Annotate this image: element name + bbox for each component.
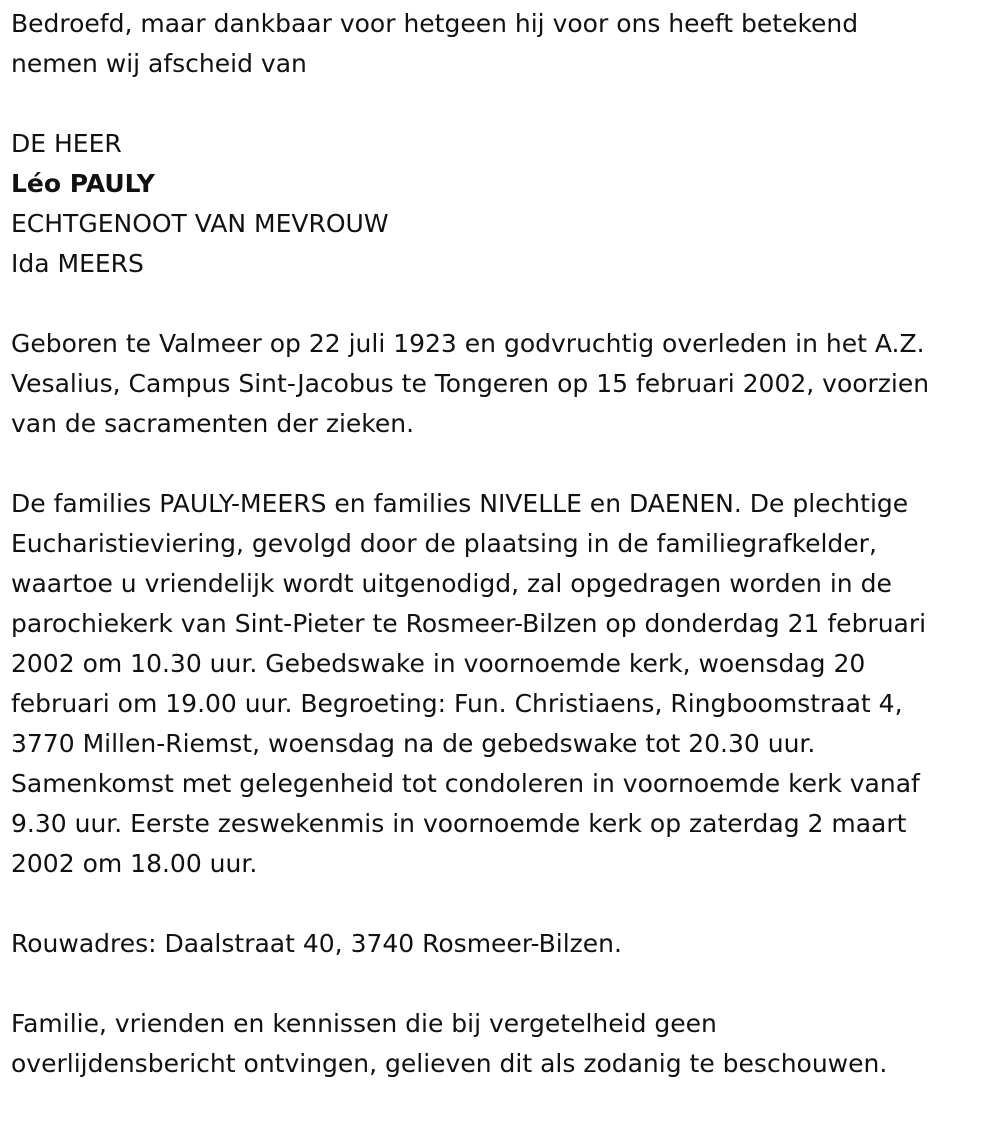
ceremony-line: parochiekerk van Sint-Pieter te Rosmeer-Bilzen op donderdag 21 februari <box>11 609 927 638</box>
closing-line: Familie, vrienden en kennissen die bij vergetelheid geen <box>11 1009 717 1038</box>
mourning-address: Rouwadres: Daalstraat 40, 3740 Rosmeer-Bilzen. <box>11 929 622 958</box>
ceremony-line: waartoe u vriendelijk wordt uitgenodigd, zal opgedragen worden in de <box>11 569 892 598</box>
ceremony-paragraph <box>11 484 991 884</box>
birth-death-line: Geboren te Valmeer op 22 juli 1923 en godvruchtig overleden in het A.Z. <box>11 329 925 358</box>
ceremony-line: 3770 Millen-Riemst, woensdag na de gebedswake tot 20.30 uur. <box>11 729 816 758</box>
ceremony-line: februari om 19.00 uur. Begroeting: Fun. Christiaens, Ringboomstraat 4, <box>11 689 903 718</box>
ceremony-line: Samenkomst met gelegenheid tot condoleren in voornoemde kerk vanaf <box>11 769 920 798</box>
paragraph-gap <box>11 444 991 484</box>
birth-death-line: van de sacramenten der zieken. <box>11 409 415 438</box>
address-paragraph <box>11 924 991 964</box>
ceremony-line: 2002 om 18.00 uur. <box>11 849 258 878</box>
paragraph-gap <box>11 84 991 124</box>
ceremony-line: Eucharistieviering, gevolgd door de plaatsing in de familiegrafkelder, <box>11 529 877 558</box>
paragraph-gap <box>11 884 991 924</box>
deceased-title: DE HEER <box>11 129 122 158</box>
ceremony-line: De families PAULY-MEERS en families NIVELLE en DAENEN. De plechtige <box>11 489 909 518</box>
ceremony-line: 2002 om 10.30 uur. Gebedswake in voornoemde kerk, woensdag 20 <box>11 649 866 678</box>
closing-line: overlijdensbericht ontvingen, gelieven dit als zodanig te beschouwen. <box>11 1049 888 1078</box>
spouse-name: Ida MEERS <box>11 249 144 278</box>
ceremony-line: 9.30 uur. Eerste zeswekenmis in voornoemde kerk op zaterdag 2 maart <box>11 809 907 838</box>
paragraph-gap <box>11 284 991 324</box>
deceased-block <box>11 124 991 284</box>
deceased-name: Léo PAULY <box>11 169 155 198</box>
birth-death-line: Vesalius, Campus Sint-Jacobus te Tongeren op 15 februari 2002, voorzien <box>11 369 930 398</box>
birth-death-paragraph <box>11 324 991 444</box>
closing-paragraph <box>11 1004 991 1084</box>
deceased-relation: ECHTGENOOT VAN MEVROUW <box>11 209 389 238</box>
intro-line: nemen wij afscheid van <box>11 49 307 78</box>
paragraph-gap <box>11 964 991 1004</box>
obituary-notice <box>11 4 991 1084</box>
intro-paragraph <box>11 4 991 84</box>
intro-line: Bedroefd, maar dankbaar voor hetgeen hij voor ons heeft betekend <box>11 9 859 38</box>
